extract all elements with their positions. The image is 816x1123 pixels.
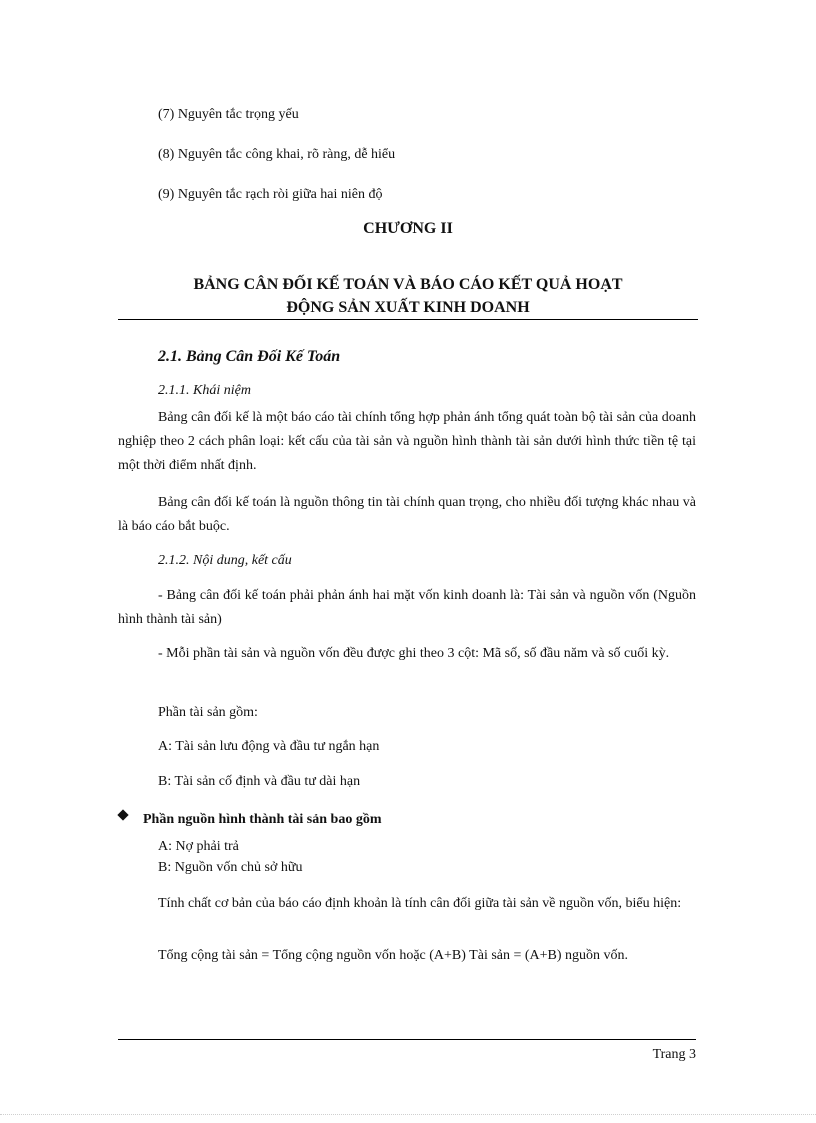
principle-9: (9) Nguyên tắc rạch ròi giữa hai niên độ [158, 187, 383, 202]
bullet-heading: Phần nguồn hình thành tài sản bao gồm [143, 812, 382, 827]
chapter-title-line1: BẢNG CÂN ĐỐI KẾ TOÁN VÀ BÁO CÁO KẾT QUẢ HOẠT [193, 276, 623, 293]
chapter-label: CHƯƠNG II [363, 220, 453, 237]
source-part-a: A: Nợ phải trả [158, 839, 239, 854]
page-number: Trang 3 [652, 1047, 696, 1062]
asset-part-b: B: Tài sản cố định và đầu tư dài hạn [158, 774, 361, 789]
source-part-b: B: Nguồn vốn chủ sở hữu [158, 860, 303, 875]
title-underline [118, 319, 698, 320]
asset-intro: Phần tài sản gồm: [158, 705, 258, 720]
footer-rule [118, 1039, 696, 1040]
principle-7: (7) Nguyên tắc trọng yếu [158, 107, 299, 122]
diamond-bullet-icon [117, 809, 128, 820]
asset-part-a: A: Tài sản lưu động và đầu tư ngắn hạn [158, 739, 380, 754]
page-bottom-edge [0, 1114, 816, 1115]
principle-8: (8) Nguyên tắc công khai, rõ ràng, dễ hiểu [158, 147, 396, 162]
paragraph-definition: Bảng cân đối kế là một báo cáo tài chính tổng hợp phản ánh tổng quát toàn bộ tài sản của doanh nghiệp theo 2 cách phân loại: kết cấu của tài sản và nguồn hình thành tài sản dưới hình thức tiền tệ tại một thời điểm nhất định. [118, 410, 696, 473]
chapter-title-line2: ĐỘNG SẢN XUẤT KINH DOANH [286, 299, 530, 316]
section-heading: 2.1. Bảng Cân Đối Kế Toán [158, 348, 341, 365]
paragraph-content-2: - Mỗi phần tài sản và nguồn vốn đều được ghi theo 3 cột: Mã số, số đầu năm và số cuối kỳ. [158, 646, 670, 661]
paragraph-content-1: - Bảng cân đối kế toán phải phản ánh hai mặt vốn kinh doanh là: Tài sản và nguồn vốn (Nguồn hình thành tài sản) [118, 588, 696, 627]
subsection-heading-2: 2.1.2. Nội dung, kết cấu [158, 553, 292, 568]
subsection-heading-1: 2.1.1. Khái niệm [158, 383, 251, 398]
paragraph-property: Tính chất cơ bản của báo cáo định khoản là tính cân đối giữa tài sản về nguồn vốn, biểu hiện: [158, 896, 682, 911]
paragraph-equation: Tổng cộng tài sản = Tổng cộng nguồn vốn hoặc (A+B) Tài sản = (A+B) nguồn vốn. [158, 948, 629, 963]
paragraph-importance: Bảng cân đối kế toán là nguồn thông tin tài chính quan trọng, cho nhiều đối tượng khác nhau và là báo cáo bắt buộc. [118, 495, 696, 534]
